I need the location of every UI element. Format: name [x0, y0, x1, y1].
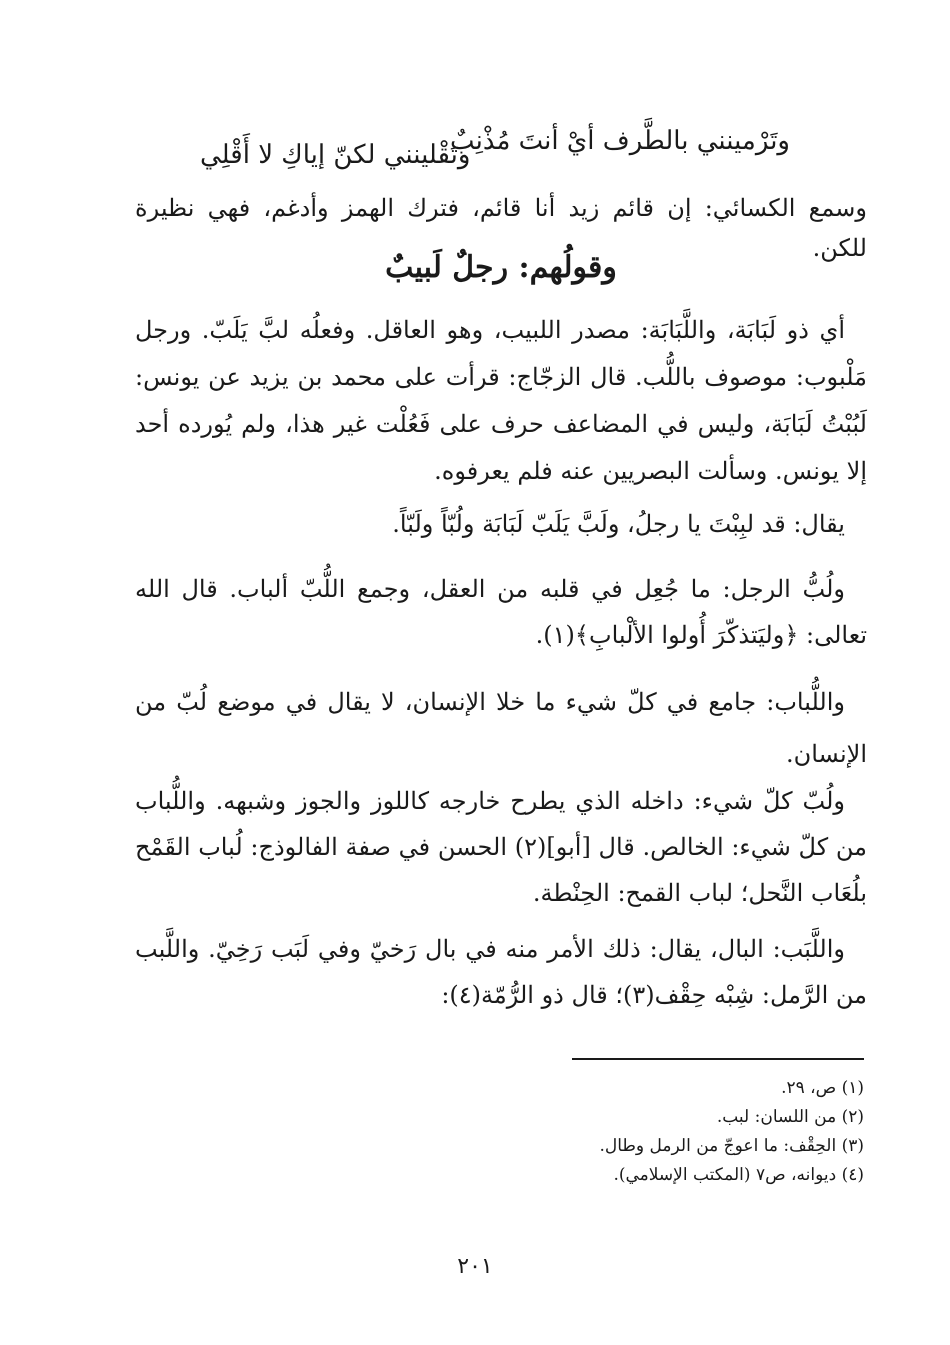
footnote-1: (١) ص، ٢٩.	[781, 1078, 864, 1098]
footnote-3: (٣) الحِقْف: ما اعوجّ من الرمل وطال.	[599, 1136, 864, 1156]
paragraph-dhu-lubaba: أي ذو لَبَابَة، واللَّبَابَة: مصدر اللبيب، وهو العاقل. وفعلُه لبَّ يَلَبّ. ورجل مَلْبوب: موصوف باللُّب. قال الزجّاج: قرأت على محمد بن يزيد عن يونس: لَبُبْتُ لَبَابَة، وليس في المضاعف حرف على فَعُلْت غير هذا، ولم يُورده أحد إلا يونس. وسألت البصريين عنه فلم يعرفوه.	[135, 316, 867, 485]
footnotes	[400, 1074, 864, 1190]
paragraph-labab: واللَّبَب: البال، يقال: ذلك الأمر منه في بال رَخيّ وفي لَبَب رَخِيّ. واللَّبب من الرَّمل: شِبْه حِقْف(٣)؛ قال ذو الرُّمّة(٤):	[135, 935, 867, 1009]
paragraph-yuqal: يقال: قد لبِبْتَ يا رجلُ، ولَبَّ يَلَبّ لَبَابَة ولُبّاً ولَبّاً.	[392, 510, 845, 538]
paragraph-lubab: واللُّباب: جامع في كلّ شيء ما خلا الإنسان، لا يقال في موضع لُبّ من الإنسان.	[135, 688, 867, 768]
poem-hemistich-first: وتَرْمينني بالطَّرف أيْ أنتَ مُذْنِبٌ	[450, 126, 790, 156]
paragraph-lubb-rajul: ولُبُّ الرجل: ما جُعِل في قلبه من العقل، وجمع اللُّبّ ألباب. قال الله تعالى: ﴿وليَتذكّرَ أُولوا الألْبابِ﴾(١).	[135, 575, 867, 649]
poem-verse	[200, 126, 790, 170]
footnote-2: (٢) من اللسان: لبب.	[716, 1107, 864, 1127]
paragraph-kisai: وسمع الكسائي: إن قائم زيد أنا قائم، فترك الهمز وأدغم، فهي نظيرة للكن.	[135, 194, 867, 262]
footnote-divider	[572, 1058, 864, 1060]
poem-hemistich-second: وتَقْلينني لكنّ إياكِ لا أَقْلِي	[200, 140, 471, 170]
paragraph-lubb-kull: ولُبّ كلّ شيء: داخله الذي يطرح خارجه كاللوز والجوز وشبهه. واللُّباب من كلّ شيء: الخالص. قال [أبو](٢) الحسن في صفة الفالوذج: لُباب القَمْح بلُعَاب النَّحل؛ لباب القمح: الحِنْطة.	[135, 787, 868, 907]
footnote-4: (٤) ديوانه، ص٧ (المكتب الإسلامي).	[613, 1165, 864, 1185]
page-number: ٢٠١	[457, 1254, 493, 1279]
section-heading: وقولُهم: رجلٌ لَبيبٌ	[385, 250, 617, 285]
